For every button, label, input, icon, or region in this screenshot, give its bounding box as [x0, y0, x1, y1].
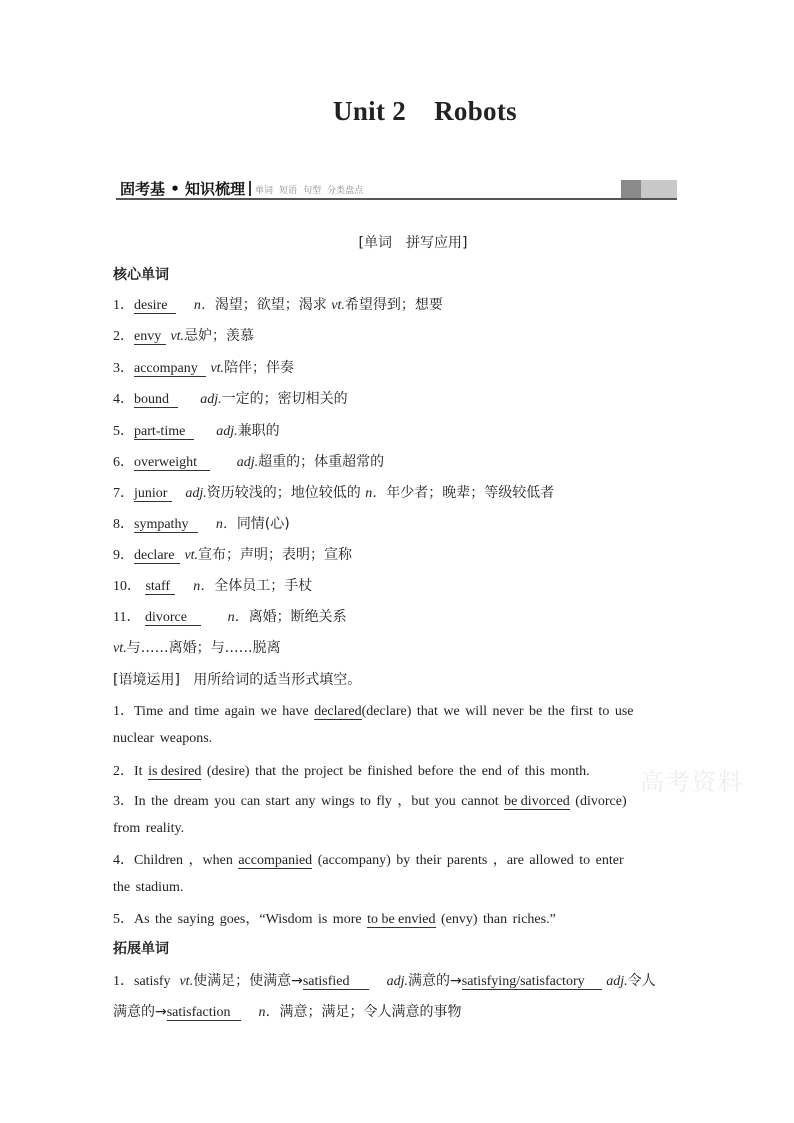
watermark: 高考资料: [640, 768, 744, 796]
core-words-heading: 核心单词: [113, 267, 169, 283]
answer-blank: staff: [145, 579, 175, 595]
answer-blank: declared: [314, 704, 362, 719]
context-sentence-1: 1．Time and time again we have declared(declare) that we will never be the first to use: [113, 704, 634, 719]
context-usage-header: [113, 669, 361, 689]
answer-blank: desire: [134, 298, 176, 314]
banner-title: [120, 178, 369, 199]
context-heading: [语境运用]: [113, 672, 180, 688]
context-sentence-4: 4．Children ，when accompanied (accompany) by their parents ，are allowed to enter: [113, 853, 624, 868]
core-item-6: 6．overweight adj.超重的；体重超常的: [113, 454, 385, 470]
answer-blank: accompanied: [238, 853, 313, 868]
banner-sub-phrases: 短语: [279, 186, 298, 196]
answer-blank: junior: [134, 486, 172, 502]
core-item-11-extra: vt.与……离婚；与……脱离: [113, 640, 281, 656]
answer-blank: declare: [134, 548, 180, 564]
expand-item-1: 1．satisfy vt.使满足；使满意→satisfied adj.满意的→satisfying/satisfactory adj.令人: [113, 973, 656, 989]
expand-words-heading: 拓展单词: [113, 941, 169, 957]
context-sentence-3: 3．In the dream you can start any wings to fly ，but you cannot be divorced (divorce): [113, 794, 627, 809]
core-item-11: 11． divorce n．离婚；断绝关系: [113, 609, 347, 625]
context-sentence-1-cont: nuclear weapons.: [113, 731, 213, 746]
core-item-7: 7．junior adj.资历较浅的；地位较低的 n．年少者；晚辈；等级较低者: [113, 485, 555, 501]
unit-number: Unit 2: [333, 96, 407, 126]
context-sentence-3-cont: from reality.: [113, 821, 185, 836]
section-banner: [116, 178, 677, 200]
answer-blank: satisfied: [303, 974, 369, 990]
answer-blank: divorce: [145, 610, 201, 626]
banner-sub-sentences: 句型: [303, 186, 322, 196]
banner-underline: [116, 198, 677, 200]
answer-blank: envy: [134, 329, 166, 345]
answer-blank: is desired: [148, 764, 202, 779]
banner-light-block: [641, 180, 677, 198]
banner-main-label: 固考基 • 知识梳理: [120, 180, 246, 198]
banner-sub-categories: 分类盘点: [327, 186, 364, 196]
answer-blank: to be envied: [367, 912, 436, 927]
answer-blank: satisfying/satisfactory: [462, 974, 602, 990]
banner-sub-words: 单词: [255, 186, 274, 196]
context-sentence-5: 5．As the saying goes，“Wisdom is more to be envied (envy) than riches.”: [113, 912, 556, 927]
core-item-4: 4．bound adj.一定的；密切相关的: [113, 391, 348, 407]
answer-blank: satisfaction: [167, 1005, 241, 1021]
answer-blank: overweight: [134, 455, 210, 471]
core-item-8: 8．sympathy n．同情(心): [113, 516, 290, 532]
answer-blank: sympathy: [134, 517, 198, 533]
context-sentence-2: 2．It is desired (desire) that the project be finished before the end of this month.: [113, 764, 590, 779]
core-item-10: 10． staff n．全体员工；手杖: [113, 578, 313, 594]
core-item-5: 5．part-time adj.兼职的: [113, 423, 280, 439]
context-instruction: 用所给词的适当形式填空。: [193, 672, 362, 688]
core-item-9: 9．declare vt.宣布；声明；表明；宣称: [113, 547, 353, 563]
banner-subtitles: [255, 186, 369, 196]
core-item-3: 3．accompany vt.陪伴；伴奏: [113, 360, 295, 376]
answer-blank: bound: [134, 392, 178, 408]
answer-blank: accompany: [134, 361, 206, 377]
unit-name: Robots: [434, 96, 517, 126]
context-sentence-4-cont: the stadium.: [113, 880, 184, 895]
core-item-2: 2．envy vt.忌妒；羡慕: [113, 328, 255, 344]
expand-item-1-cont: 满意的→satisfaction n．满意；满足；令人满意的事物: [113, 1004, 462, 1020]
core-item-1: 1．desire n．渴望；欲望；渴求 vt.希望得到；想要: [113, 297, 443, 313]
section-title: [单词 拼写应用]: [358, 235, 468, 251]
banner-divider: [249, 181, 251, 196]
banner-dark-block: [621, 180, 641, 198]
page-title: [0, 96, 794, 127]
answer-blank: be divorced: [504, 794, 570, 809]
answer-blank: part-time: [134, 424, 194, 440]
